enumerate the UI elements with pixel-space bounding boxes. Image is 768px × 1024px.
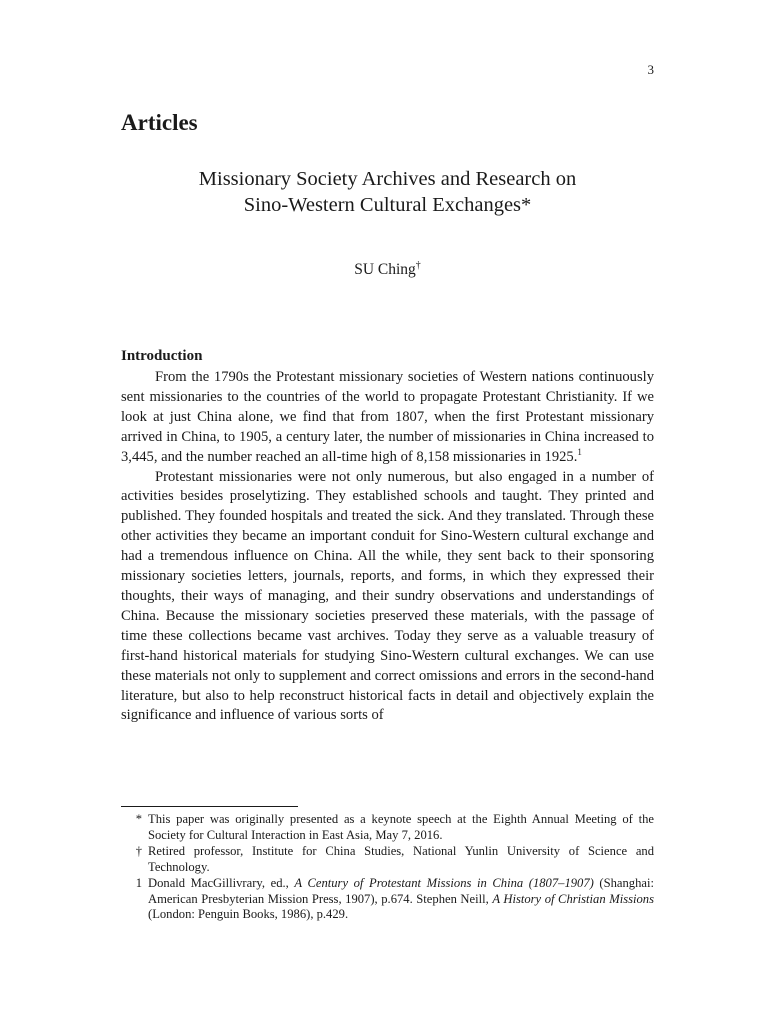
- introduction-heading: Introduction: [121, 348, 203, 364]
- author-name: SU Ching: [354, 261, 416, 279]
- footnote-1: [121, 876, 654, 923]
- footnote-star-mark: *: [135, 812, 142, 826]
- footnote-1-mid: (Shanghai: American Presbyterian Mission Press, 1907), p.674. Stephen Neill,: [148, 876, 654, 906]
- footnote-1-book-title-2: A History of Christian Missions: [492, 891, 654, 906]
- footnote-divider: [121, 806, 298, 807]
- body-text: [121, 368, 654, 726]
- footnote-1-post: (London: Penguin Books, 1986), p.429.: [148, 907, 349, 921]
- paragraph-1: [121, 368, 654, 468]
- footnote-dagger: [121, 844, 654, 875]
- author-byline: [121, 260, 654, 279]
- footnote-1-text: [148, 876, 654, 923]
- footnote-1-pre: Donald MacGillivrary, ed.,: [148, 876, 295, 890]
- footnote-dagger-mark: †: [135, 844, 142, 858]
- article-title-line-2: Sino-Western Cultural Exchanges*: [243, 194, 532, 216]
- author-footnote-mark: †: [415, 260, 421, 271]
- footnote-star: [121, 812, 654, 843]
- section-heading: Articles: [121, 110, 198, 135]
- footnote-star-text: This paper was originally presented as a keynote speech at the Eighth Annual Meeting of the Society for Cultural Interaction in East Asia, May 7, 2016.: [148, 812, 654, 842]
- footnote-1-mark: 1: [135, 876, 142, 890]
- article-title: [121, 166, 654, 218]
- footnote-dagger-text: Retired professor, Institute for China Studies, National Yunlin University of Science and Technology.: [148, 844, 654, 874]
- paragraph-1-text: From the 1790s the Protestant missionary societies of Western nations continuously sent missionaries to the countries of the world to propagate Protestant Christianity. If we look at just China alone, we find that from 1807, when the first Protestant missionary arrived in China, to 1905, a century later, the number of missionaries in China increased to 3,445, and the number reached an all-time high of 8,158 missionaries in 1925.: [121, 369, 654, 465]
- paragraph-2: Protestant missionaries were not only numerous, but also engaged in a number of activities besides proselytizing. They established schools and taught. They printed and published. They founded hospitals and treated the sick. And they translated. Through these other activities they became an important conduit for Sino-Western cultural exchange and had a tremendous influence on China. All the while, they sent back to their sponsoring missionary societies letters, journals, reports, and forms, in which they expressed their thoughts, their ways of managing, and their sundry observations and understandings of China. Because the missionary societies preserved these materials, with the passage of time these collections became vast archives. Today they serve as a valuable treasury of first-hand historical materials for studying Sino-Western cultural exchanges. We can use these materials not only to supplement and correct omissions and errors in the second-hand literature, but also to help reconstruct historical facts in detail and objectively explain the significance and influence of various sorts of: [121, 468, 654, 724]
- page-number: 3: [647, 62, 654, 77]
- article-title-line-1: Missionary Society Archives and Research on: [198, 168, 577, 190]
- footnote-ref-1: 1: [577, 446, 582, 457]
- footnotes: [121, 812, 654, 924]
- footnote-1-book-title-1: A Century of Protestant Missions in China (1807–1907): [294, 876, 594, 890]
